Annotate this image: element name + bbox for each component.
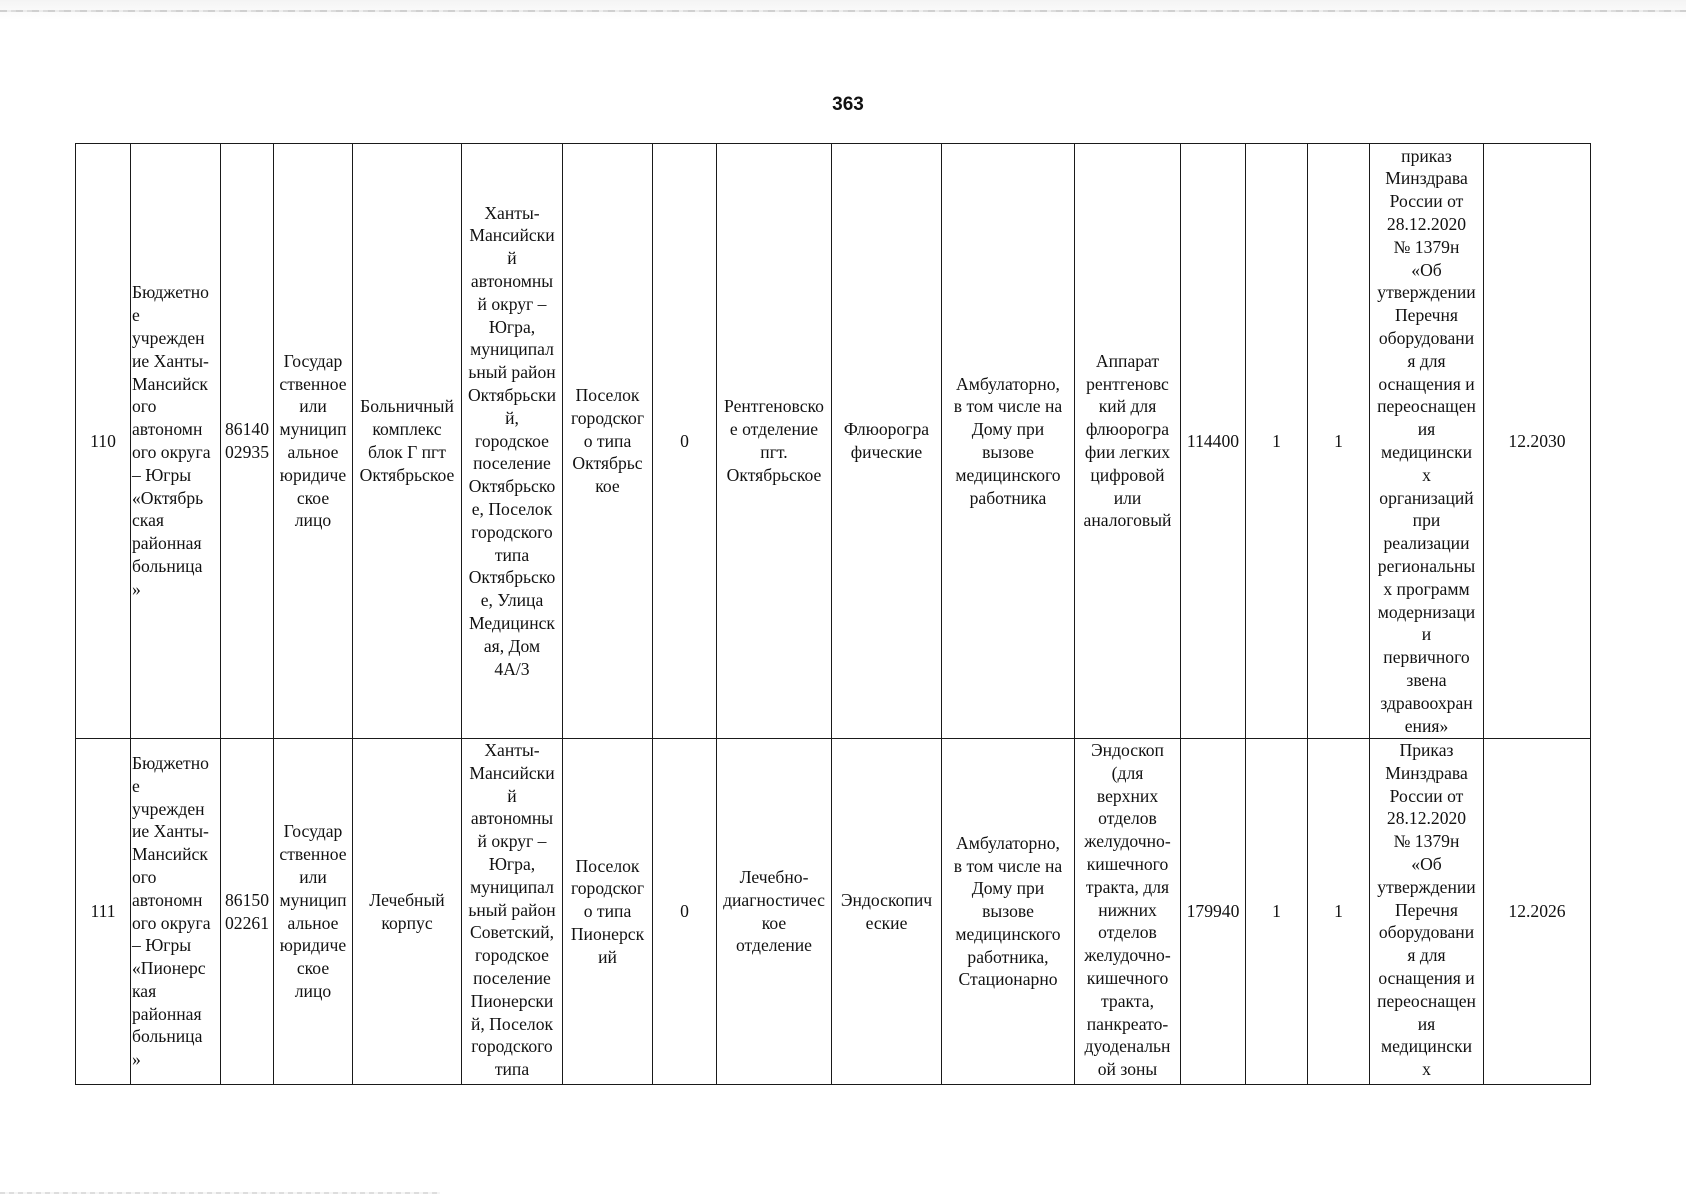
care-conditions-cell: Амбулаторно, в том числе на Дому при вызове медицинского работника, Стационарно: [942, 739, 1075, 1085]
population-cell: 179940: [1181, 739, 1246, 1085]
code-cell: 86140 02935: [221, 144, 274, 739]
settlement-cell: Поселок городског о типа Пионерск ий: [563, 739, 653, 1085]
quantity-cell: 1: [1308, 144, 1370, 739]
scan-edge-bottom: [0, 1192, 440, 1194]
quantity-cell: 1: [1246, 144, 1308, 739]
organization-cell: Бюджетно е учрежден ие Ханты- Мансийск ого автономн ого округа – Югры «Пионерс кая районная больница »: [131, 739, 221, 1085]
equipment-type-cell: Флюорогра фические: [832, 144, 942, 739]
zero-cell: 0: [653, 739, 717, 1085]
equipment-type-cell: Эндоскопич еские: [832, 739, 942, 1085]
zero-cell: 0: [653, 144, 717, 739]
department-cell: Лечебно- диагностичес кое отделение: [717, 739, 832, 1085]
department-cell: Рентгеновско е отделение пгт. Октябрьское: [717, 144, 832, 739]
quantity-cell: 1: [1308, 739, 1370, 1085]
date-cell: 12.2026: [1484, 739, 1591, 1085]
settlement-cell: Поселок городског о типа Октябрьс кое: [563, 144, 653, 739]
population-cell: 114400: [1181, 144, 1246, 739]
scan-edge-top: [0, 0, 1686, 20]
organization-cell: Бюджетно е учрежден ие Ханты- Мансийск ого автономн ого округа – Югры «Октябрь ская районная больница »: [131, 144, 221, 739]
code-cell: 86150 02261: [221, 739, 274, 1085]
legal-form-cell: Государ ственное или муницип альное юридиче ское лицо: [274, 144, 353, 739]
row-number-cell: 110: [76, 144, 131, 739]
legal-form-cell: Государ ственное или муницип альное юридиче ское лицо: [274, 739, 353, 1085]
care-conditions-cell: Амбулаторно, в том числе на Дому при вызове медицинского работника: [942, 144, 1075, 739]
order-cell: Приказ Минздрава России от 28.12.2020 № 1379н «Об утверждении Перечня оборудовани я для оснащения и переоснащен ия медицински х: [1370, 739, 1484, 1085]
quantity-cell: 1: [1246, 739, 1308, 1085]
date-cell: 12.2030: [1484, 144, 1591, 739]
page-number: 363: [832, 94, 864, 115]
table-row: [76, 739, 1591, 1085]
address-cell: Ханты- Мансийски й автономны й округ – Югра, муниципал ьный район Советский, городское поселение Пионерски й, Поселок городского типа: [462, 739, 563, 1085]
equipment-cell: Эндоскоп (для верхних отделов желудочно- кишечного тракта, для нижних отделов желудочно- кишечного тракта, панкреато- дуоденальн ой зоны: [1075, 739, 1181, 1085]
address-cell: Ханты- Мансийски й автономны й округ – Югра, муниципал ьный район Октябрьски й, городское поселение Октябрьско е, Поселок городского типа Октябрьско е, Улица Медицинск ая, Дом 4А/3: [462, 144, 563, 739]
row-number-cell: 111: [76, 739, 131, 1085]
equipment-register-table: [75, 143, 1591, 1085]
building-cell: Больничный комплекс блок Г пгт Октябрьское: [353, 144, 462, 739]
building-cell: Лечебный корпус: [353, 739, 462, 1085]
order-cell: приказ Минздрава России от 28.12.2020 № 1379н «Об утверждении Перечня оборудовани я для оснащения и переоснащен ия медицински х организаций при реализации региональны х программ модернизаци и первичного звена здравоохран ения»: [1370, 144, 1484, 739]
table-row: [76, 144, 1591, 739]
equipment-cell: Аппарат рентгеновс кий для флюорогра фии легких цифровой или аналоговый: [1075, 144, 1181, 739]
